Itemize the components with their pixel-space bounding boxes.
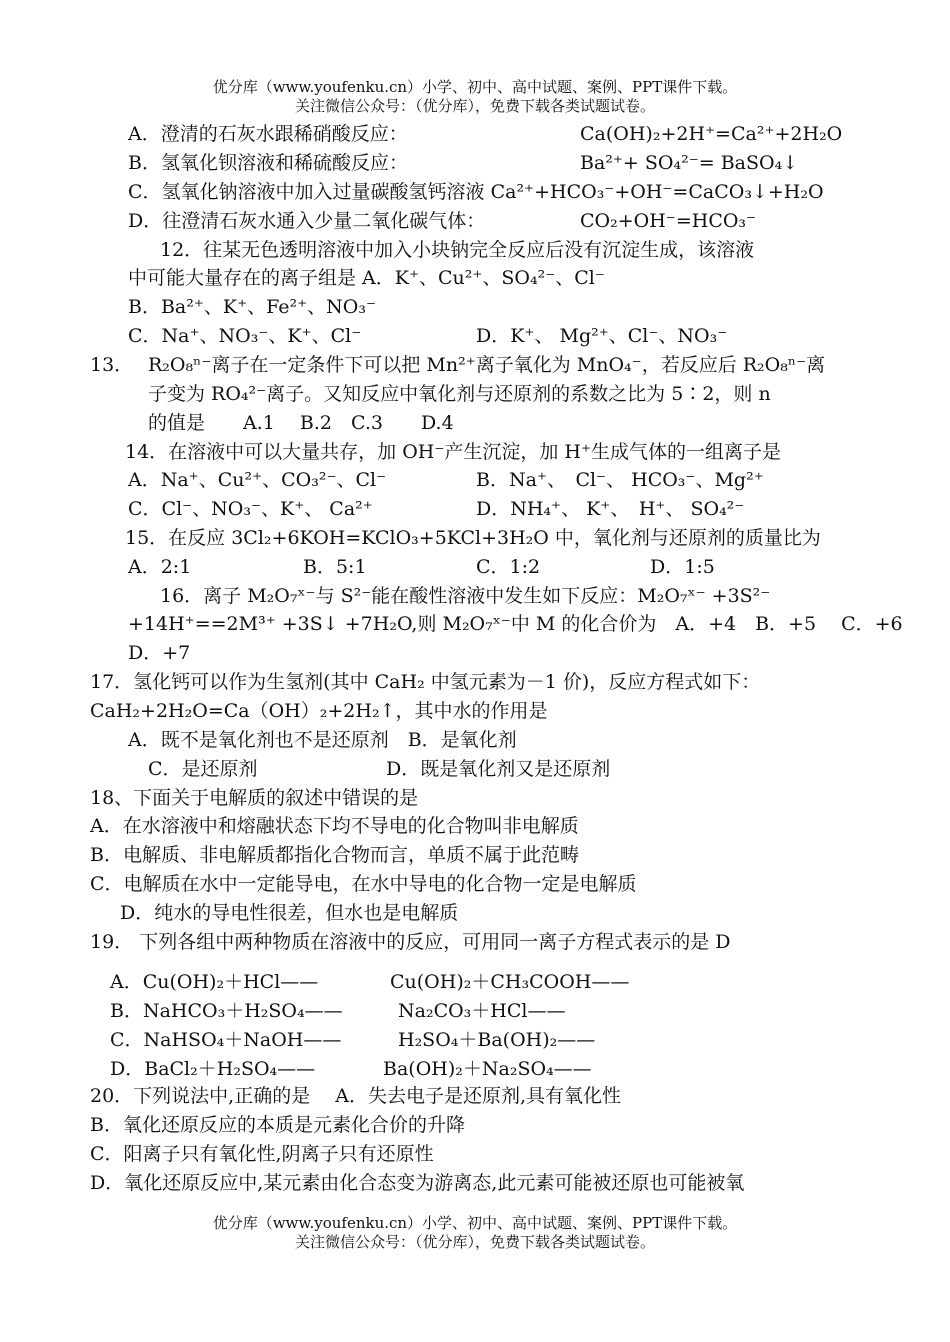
q19-option-d-left: D．BaCl₂＋H₂SO₄——: [110, 1058, 316, 1080]
q14-stem: 14．在溶液中可以大量共存，加 OH⁻产生沉淀，加 H⁺生成气体的一组离子是: [125, 441, 782, 463]
q16-line-1: 16．离子 M₂O₇ˣ⁻与 S²⁻能在酸性溶液中发生如下反应：M₂O₇ˣ⁻ +3S²⁻: [160, 585, 771, 607]
q11-option-b-equation: Ba²⁺+ SO₄²⁻= BaSO₄↓: [580, 152, 799, 174]
footer-line-2: 关注微信公众号：（优分库），免费下载各类试题试卷。: [294, 1233, 655, 1251]
q19-option-d-right: Ba(OH)₂＋Na₂SO₄——: [383, 1058, 592, 1080]
q19-option-c-right: H₂SO₄＋Ba(OH)₂——: [398, 1029, 596, 1051]
q20-line-1: 20．下列说法中,正确的是 A．失去电子是还原剂,具有氧化性: [90, 1085, 622, 1107]
header-line-1: 优分库（www.youfenku.cn）小学、初中、高中试题、案例、PPT课件下载。: [212, 78, 738, 96]
q18-option-b: B．电解质、非电解质都指化合物而言，单质不属于此范畴: [90, 844, 579, 866]
q19-option-c-left: C．NaHSO₄＋NaOH——: [110, 1029, 342, 1051]
q17-option-c: C．是还原剂: [148, 758, 258, 780]
q13-line-3: 的值是 A.1 B.2 C.3 D.4: [148, 412, 454, 434]
q18-stem: 18、下面关于电解质的叙述中错误的是: [90, 787, 419, 809]
q14-option-c: C．Cl⁻、NO₃⁻、K⁺、 Ca²⁺: [128, 498, 373, 520]
q15-option-d: D．1:5: [650, 556, 715, 578]
q11-option-a-equation: Ca(OH)₂+2H⁺=Ca²⁺+2H₂O: [580, 123, 843, 145]
q17-line-3: A．既不是氧化剂也不是还原剂 B．是氧化剂: [128, 729, 517, 751]
q16-line-2: +14H⁺==2M³⁺ +3S↓ +7H₂O,则 M₂O₇ˣ⁻中 M 的化合价为 A．+4 B．+5 C．+6: [128, 613, 903, 635]
q15-stem: 15．在反应 3Cl₂+6KOH=KClO₃+5KCl+3H₂O 中，氧化剂与还原剂的质量比为: [125, 527, 821, 549]
q19-option-b-left: B．NaHCO₃＋H₂SO₄——: [110, 1000, 343, 1022]
q18-option-d: D．纯水的导电性很差，但水也是电解质: [120, 902, 459, 924]
q19-option-a-left: A．Cu(OH)₂＋HCl——: [110, 971, 319, 993]
q15-option-a: A．2:1: [128, 556, 192, 578]
q12-option-c: C．Na⁺、NO₃⁻、K⁺、Cl⁻: [128, 325, 362, 347]
q17-line-1: 17．氢化钙可以作为生氢剂(其中 CaH₂ 中氢元素为－1 价)，反应方程式如下：: [90, 671, 761, 693]
q13-line-2: 子变为 RO₄²⁻离子。又知反应中氧化剂与还原剂的系数之比为 5∶2，则 n: [148, 383, 771, 405]
q14-option-b: B．Na⁺、 Cl⁻、 HCO₃⁻、Mg²⁺: [476, 469, 764, 491]
q12-option-d: D．K⁺、 Mg²⁺、Cl⁻、NO₃⁻: [476, 325, 728, 347]
footer-line-1: 优分库（www.youfenku.cn）小学、初中、高中试题、案例、PPT课件下载。: [212, 1214, 738, 1232]
q15-option-c: C．1:2: [476, 556, 541, 578]
q12-stem-line-2: 中可能大量存在的离子组是 A．K⁺、Cu²⁺、SO₄²⁻、Cl⁻: [128, 267, 605, 289]
q11-option-b: B．氢氧化钡溶液和稀硫酸反应：: [128, 152, 408, 174]
q20-option-c: C．阳离子只有氧化性,阴离子只有还原性: [90, 1143, 434, 1165]
q13-line-1: R₂O₈ⁿ⁻离子在一定条件下可以把 Mn²⁺离子氧化为 MnO₄⁻，若反应后 R₂O₈ⁿ⁻离: [148, 354, 826, 376]
q14-option-d: D．NH₄⁺、 K⁺、 H⁺、 SO₄²⁻: [476, 498, 745, 520]
q19-stem: 19． 下列各组中两种物质在溶液中的反应，可用同一离子方程式表示的是 D: [90, 931, 731, 953]
q19-option-a-right: Cu(OH)₂＋CH₃COOH——: [390, 971, 630, 993]
q20-option-b: B．氧化还原反应的本质是元素化合价的升降: [90, 1114, 465, 1136]
q18-option-a: A．在水溶液中和熔融状态下均不导电的化合物叫非电解质: [90, 815, 579, 837]
q19-option-b-right: Na₂CO₃＋HCl——: [398, 1000, 566, 1022]
q11-option-d: D．往澄清石灰水通入少量二氧化碳气体：: [128, 210, 486, 232]
q17-line-2: CaH₂+2H₂O=Ca（OH）₂+2H₂↑，其中水的作用是: [90, 700, 548, 722]
q12-option-b: B．Ba²⁺、K⁺、Fe²⁺、NO₃⁻: [128, 296, 377, 318]
q11-option-c: C．氢氧化钠溶液中加入过量碳酸氢钙溶液 Ca²⁺+HCO₃⁻+OH⁻=CaCO₃↓+H₂O: [128, 181, 824, 203]
q12-stem-line-1: 12．往某无色透明溶液中加入小块钠完全反应后没有沉淀生成，该溶液: [160, 239, 755, 261]
q15-option-b: B．5:1: [303, 556, 367, 578]
q18-option-c: C．电解质在水中一定能导电，在水中导电的化合物一定是电解质: [90, 873, 637, 895]
header-line-2: 关注微信公众号：（优分库），免费下载各类试题试卷。: [294, 97, 655, 115]
q13-number: 13．: [90, 354, 134, 376]
q11-option-a: A．澄清的石灰水跟稀硝酸反应：: [128, 123, 408, 145]
q14-option-a: A．Na⁺、Cu²⁺、CO₃²⁻、Cl⁻: [128, 469, 387, 491]
q17-option-d: D．既是氧化剂又是还原剂: [386, 758, 611, 780]
q20-option-d: D．氧化还原反应中,某元素由化合态变为游离态,此元素可能被还原也可能被氧: [90, 1172, 745, 1194]
q11-option-d-equation: CO₂+OH⁻=HCO₃⁻: [580, 210, 757, 232]
q16-line-3: D．+7: [128, 642, 191, 664]
